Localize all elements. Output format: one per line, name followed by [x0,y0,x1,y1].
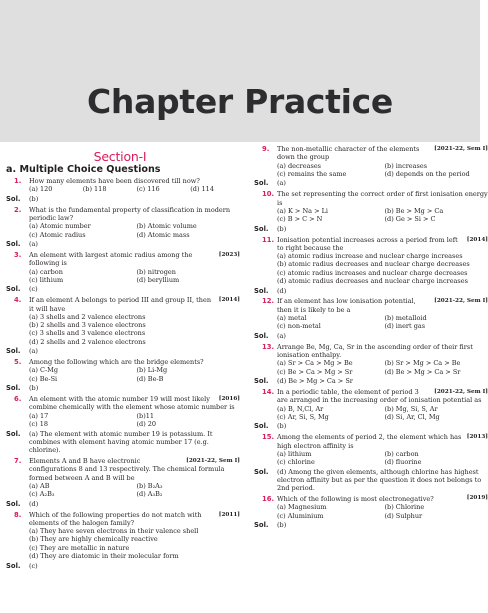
question-text [29,358,240,366]
solution [254,468,488,493]
solution-text: (a) [277,331,286,340]
option: (a) C-Mg [29,366,58,375]
question-body: The non-metallic character of the elements down the group [277,145,420,162]
option: (d) atomic radius decreases and nuclear charge increases [277,277,468,286]
option: (a) lithium [277,449,312,458]
question-number: 14. [262,388,275,396]
question-text [29,395,240,412]
solution-label: Sol. [6,285,21,294]
question-body: Elements A and B have electronic configurations 8 and 13 respectively. The chemical formula formed between A and B will be [29,456,225,482]
options [29,185,240,193]
question-body: If an element has low ionisation potential, then it is likely to be a [277,297,416,314]
question [6,251,240,284]
question-body: If an element A belongs to period III and group II, then it will have [29,296,211,313]
question-number: 8. [14,510,22,519]
option: (a) K > Na > Li [277,206,328,215]
solution-text: (b) [277,521,287,530]
question [254,145,488,178]
option: (d) 2 shells and 2 valence electrons [29,337,146,346]
option: (a) 3 shells and 2 valence electrons [29,312,146,321]
solution [6,240,240,248]
year-tag: [2019] [466,494,488,501]
option: (a) carbon [29,267,63,276]
solution-label: Sol. [6,429,21,438]
question-number: 10. [262,190,275,199]
question-number: 12. [262,297,275,306]
question-text [277,190,488,207]
option: (b) Chlorine [384,503,425,512]
options [29,268,240,285]
solution [6,500,240,508]
option: (c) Ar, Si, S, Mg [277,412,329,421]
question-body: Among the following which are the bridge elements? [29,358,204,367]
question [6,395,240,428]
question-text [29,457,240,482]
question [6,177,240,194]
question [254,433,488,466]
option: (d) They are diatomic in their molecular form [29,552,179,561]
question-number: 9. [262,145,270,153]
solution-text: (d) Be > Mg > Ca > Sr [277,377,353,386]
option: (b)11 [136,411,155,420]
option: (b) They are highly chemically reactive [29,535,158,544]
option: (c) remains the same [277,169,347,178]
option: (c) Aluminium [277,511,324,520]
question-number: 7. [14,456,22,465]
options [29,313,240,346]
option: (d) A₃B₂ [136,490,163,499]
question-body: Among the elements of period 2, the element which has high electron affinity is [277,433,462,450]
option: (b) Li-Mg [136,366,168,375]
solution-text: (b) [29,194,39,203]
question-number: 5. [14,358,22,367]
option: (c) Be-Si [29,374,58,383]
solution [254,179,488,187]
question-body: An element with largest atomic radius among the following is [29,250,193,268]
question-text [277,433,488,450]
solution [254,332,488,340]
question-body: Which of the following is most electronegative? [277,495,434,504]
year-tag: [2021-22, Sem I] [434,389,488,395]
options [29,222,240,239]
option: (a) 120 [29,185,53,194]
solution-text: (c) [29,561,38,570]
year-tag: [2014] [466,236,488,243]
option: (a) decreases [277,161,322,170]
question [6,206,240,239]
question-text [29,206,240,223]
solution-text: (a) The element with atomic number 19 is potassium. It combines with element having atomic number 17 (e.g. chlorine). [29,429,213,455]
solution-text: (a) [29,240,38,249]
option: (a) Atomic number [29,222,91,231]
solution-label: Sol. [6,240,21,249]
option: (c) lithium [29,275,64,284]
question-number: 4. [14,296,22,305]
right-column [254,145,488,532]
question-body: Which of the following properties do not match with elements of the halogen family? [29,510,202,527]
question-body: Arrange Be, Mg, Ca, Sr in the ascending order of their first ionisation enthalpy. [277,342,473,360]
question [6,358,240,383]
question-body: Ionisation potential increases across a period from left to right because the [277,235,458,252]
option: (b) B₂A₃ [136,481,163,490]
option: (d) 20 [136,420,157,428]
option: (b) atomic radius decreases and nuclear charge decreases [277,260,470,269]
question-body: How many elements have been discovered till now? [29,177,200,185]
option: (a) metal [277,314,307,323]
question-text [277,343,488,360]
question-number: 3. [14,250,22,259]
option: (d) depends on the period [384,169,470,178]
question [254,190,488,223]
options [277,162,488,179]
section-heading: Section-I [93,149,147,164]
option: (b) Atomic volume [136,222,197,231]
solution [254,287,488,295]
option: (c) They are metallic in nature [29,543,130,552]
solution [254,521,488,529]
solution [6,195,240,203]
solution-label: Sol. [6,384,21,393]
option: (d) beryllium [136,275,180,284]
solution-text: (b) [277,224,287,233]
option: (b) Be > Mg > Ca [384,206,444,215]
options [29,412,240,429]
options [277,503,488,520]
solution-label: Sol. [6,194,21,203]
option: (d) Ge > Si > C [384,215,436,224]
option: (b) Mg, Si, S, Ar [384,404,438,413]
solution [254,422,488,430]
solution [6,384,240,392]
options [277,405,488,422]
solution [254,377,488,385]
solution-label: Sol. [254,377,269,386]
option: (d) 114 [190,185,214,194]
solution-text: (b) [277,422,287,431]
chapter-banner [0,0,480,142]
solution [6,285,240,293]
question-number: 13. [262,342,275,351]
question-number: 15. [262,433,275,442]
option: (b) 118 [82,185,107,194]
option: (c) 18 [29,420,49,428]
solution-text: (a) [277,179,286,188]
option: (b) nitrogen [136,267,176,276]
question-body: The set representing the correct order of first ionisation energy is [277,190,488,207]
option: (c) B > C > N [277,215,323,224]
year-tag: [2011] [218,511,240,518]
year-tag: [2016] [218,396,240,403]
solution-label: Sol. [254,286,269,295]
solution-label: Sol. [254,331,269,340]
question [6,511,240,561]
options [29,366,240,383]
year-tag: [2021-22, Sem I] [434,298,488,305]
solution-label: Sol. [254,521,269,530]
option: (a) Sr > Ca > Mg > Be [277,359,353,368]
solution-label: Sol. [6,347,21,356]
solution-label: Sol. [254,422,269,431]
option: (c) Atomic radius [29,230,86,239]
option: (d) fluorine [384,458,422,467]
year-tag: [2021-22, Sem I] [434,146,488,152]
year-tag: [2021-22, Sem I] [186,457,240,464]
option: (a) 17 [29,411,49,420]
solution [6,430,240,455]
option: (c) non-metal [277,322,321,331]
option: (d) Be > Mg > Ca > Sr [384,367,461,376]
question [6,457,240,498]
option: (c) atomic radius increases and nuclear charge decreases [277,268,468,277]
question-text [29,251,240,268]
solution-label: Sol. [254,467,269,476]
solution [254,225,488,233]
question-number: 11. [262,235,275,244]
option: (c) Be > Ca > Mg > Sr [277,367,353,376]
question [254,236,488,286]
option: (c) 116 [136,185,160,194]
question-text [277,297,488,314]
question-body: An element with the atomic number 19 will most likely combine chemically with the element whose atomic number is [29,395,235,412]
question-text [29,177,240,185]
question-text [277,495,488,503]
option: (d) Si, Ar, Cl, Mg [384,412,440,421]
question-body: In a periodic table, the element of period 3 are arranged in the increasing order of ionisation potential as [277,388,482,405]
question [6,296,240,346]
year-tag: [2013] [466,434,488,441]
solution-text: (a) [29,347,38,356]
question-number: 1. [14,177,22,185]
question-number: 6. [14,395,22,404]
option: (d) Atomic mass [136,230,190,239]
options [29,527,240,560]
year-tag: [2014] [218,297,240,304]
solution [6,347,240,355]
option: (b) Sr > Mg > Ca > Be [384,359,461,368]
question-text [29,296,240,313]
option: (d) inert gas [384,322,426,331]
option: (a) AB [29,481,50,490]
solution-text: (d) [277,286,287,295]
option: (a) They have seven electrons in their valence shell [29,527,199,536]
solution-text: (b) [29,384,39,393]
question-number: 16. [262,495,275,504]
option: (a) atomic radius increase and nuclear charge increases [277,252,463,261]
question [254,297,488,330]
solution-text: (d) Among the given elements, although chlorine has highest electron affinity but as per the question it does not belongs to 2nd period. [277,467,482,493]
question-text [29,511,240,528]
solution-text: (c) [29,285,38,294]
question-body: What is the fundamental property of classification in modern periodic law? [29,205,231,222]
question-text [277,236,488,253]
options [277,314,488,331]
option: (c) A₂B₃ [29,490,55,499]
option: (d) Be-B [136,374,164,383]
options [277,450,488,467]
question [254,343,488,376]
option: (c) chlorine [277,458,315,467]
option: (a) Magnesium [277,503,327,512]
options [277,207,488,224]
options [29,482,240,499]
solution [6,562,240,570]
solution-label: Sol. [254,224,269,233]
option: (b) increases [384,161,428,170]
solution-text: (d) [29,499,39,508]
year-tag: [2023] [218,251,240,258]
question-number: 2. [14,205,22,214]
option: (b) carbon [384,449,419,458]
option: (b) 2 shells and 3 valence electrons [29,321,146,330]
question-text [277,145,488,162]
left-column [6,177,240,572]
question [254,495,488,520]
option: (a) B, N,Cl, Ar [277,404,324,413]
chapter-title: Chapter Practice [86,82,394,121]
sub-heading: a. Multiple Choice Questions [6,164,161,175]
options [277,252,488,285]
option: (d) Sulphur [384,511,423,520]
option: (b) metalloid [384,314,427,323]
solution-label: Sol. [254,179,269,188]
question [254,388,488,421]
option: (c) 3 shells and 3 valence electrons [29,329,146,338]
options [277,359,488,376]
solution-label: Sol. [6,561,21,570]
question-text [277,388,488,405]
solution-label: Sol. [6,499,21,508]
